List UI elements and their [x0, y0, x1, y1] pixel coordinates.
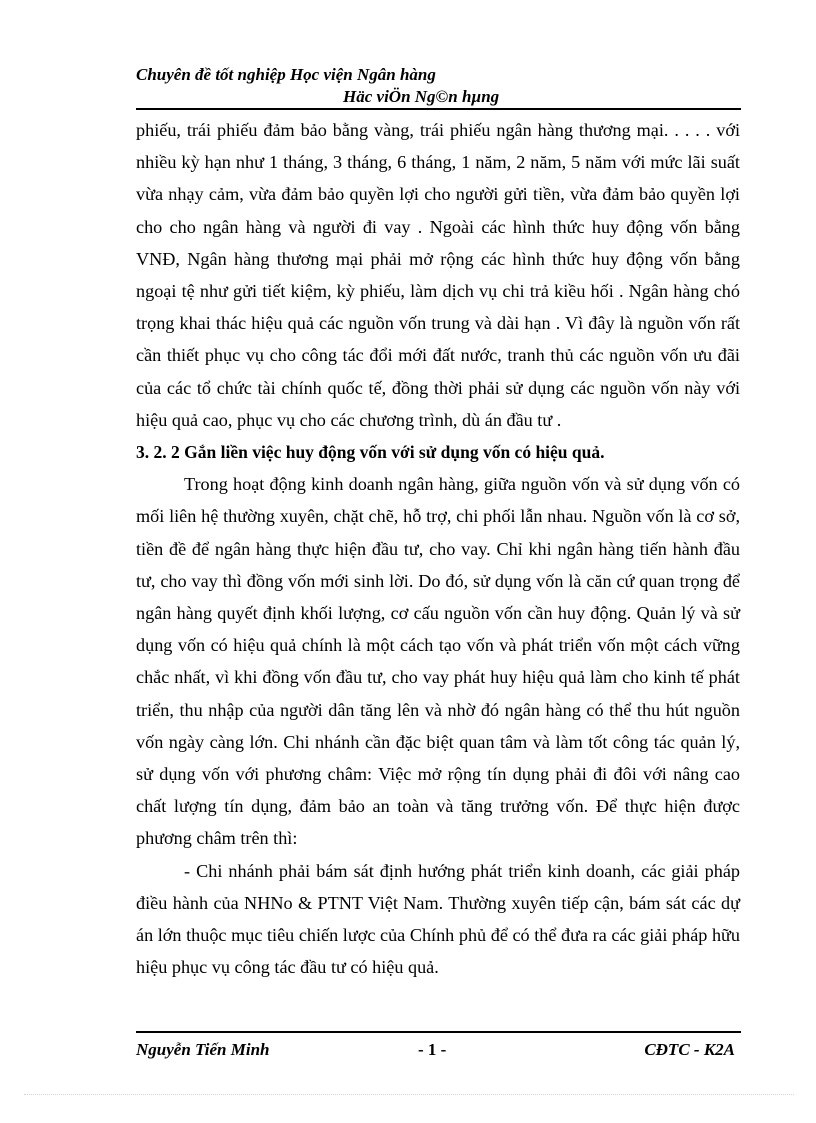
header-subtitle: Häc viÖn Ng©n hµng: [343, 87, 500, 106]
footer-author: Nguyễn Tiến Minh: [136, 1040, 270, 1059]
page-footer: [136, 1039, 741, 1063]
document-body: [136, 114, 740, 983]
page-bottom-edge: [24, 1094, 794, 1095]
header-divider: [136, 108, 741, 110]
header-title: Chuyên đề tốt nghiệp Học viện Ngân hàng: [136, 65, 436, 84]
page-header: [136, 64, 741, 108]
section-heading: 3. 2. 2 Gắn liền việc huy động vốn với sử dụng vốn có hiệu quả.: [136, 442, 605, 463]
footer-divider: [136, 1031, 741, 1033]
footer-class-code: CĐTC - K2A: [644, 1040, 735, 1059]
paragraph-fund-usage: Trong hoạt động kinh doanh ngân hàng, giữa nguồn vốn và sử dụng vốn có mối liên hệ thường xuyên, chặt chẽ, hỗ trợ, chi phối lẫn nhau. Nguồn vốn là cơ sở, tiền đề để ngân hàng thực hiện đầu tư, cho vay. Chỉ khi ngân hàng tiến hành đầu tư, cho vay thì đồng vốn mới sinh lời. Do đó, sử dụng vốn là căn cứ quan trọng để ngân hàng quyết định khối lượng, cơ cấu nguồn vốn cần huy động. Quản lý và sử dụng vốn có hiệu quả chính là một cách tạo vốn và phát triển vốn một cách vững chắc nhất, vì khi đồng vốn đầu tư, cho vay phát huy hiệu quả làm cho kinh tế phát triển, thu nhập của người dân tăng lên và nhờ đó ngân hàng có thể thu hút nguồn vốn ngày càng lớn. Chi nhánh cần đặc biệt quan tâm và làm tốt công tác quản lý, sử dụng vốn với phương châm: Việc mở rộng tín dụng phải đi đôi với nâng cao chất lượng tín dụng, đảm bảo an toàn và tăng trưởng vốn. Để thực hiện được phương châm trên thì:: [136, 474, 740, 849]
page-number: - 1 -: [418, 1040, 447, 1059]
continuation-paragraph: phiếu, trái phiếu đảm bảo bằng vàng, trái phiếu ngân hàng thương mại. . . . . với nhiều kỳ hạn như 1 tháng, 3 tháng, 6 tháng, 1 năm, 2 năm, 5 năm với mức lãi suất vừa nhạy cảm, vừa đảm bảo quyền lợi cho người gửi tiền, vừa đảm bảo quyền lợi cho cho ngân hàng và người đi vay . Ngoài các hình thức huy động vốn bằng VNĐ, Ngân hàng thương mại phải mở rộng các hình thức huy động vốn bằng ngoại tệ như gửi tiết kiệm, kỳ phiếu, làm dịch vụ chi trả kiều hối . Ngân hàng chó trọng khai thác hiệu quả các nguồn vốn trung và dài hạn . Vì đây là nguồn vốn rất cần thiết phục vụ cho công tác đổi mới đất nước, tranh thủ các nguồn vốn ưu đãi của các tổ chức tài chính quốc tế, đồng thời phải sử dụng các nguồn vốn này với hiệu quả cao, phục vụ cho các chương trình, dù án đầu tư .: [136, 120, 740, 430]
paragraph-branch-guidance: - Chi nhánh phải bám sát định hướng phát triển kinh doanh, các giải pháp điều hành của NHNo & PTNT Việt Nam. Thường xuyên tiếp cận, bám sát các dự án lớn thuộc mục tiêu chiến lược của Chính phủ để có thể đưa ra các giải pháp hữu hiệu phục vụ công tác đầu tư có hiệu quả.: [136, 860, 740, 978]
